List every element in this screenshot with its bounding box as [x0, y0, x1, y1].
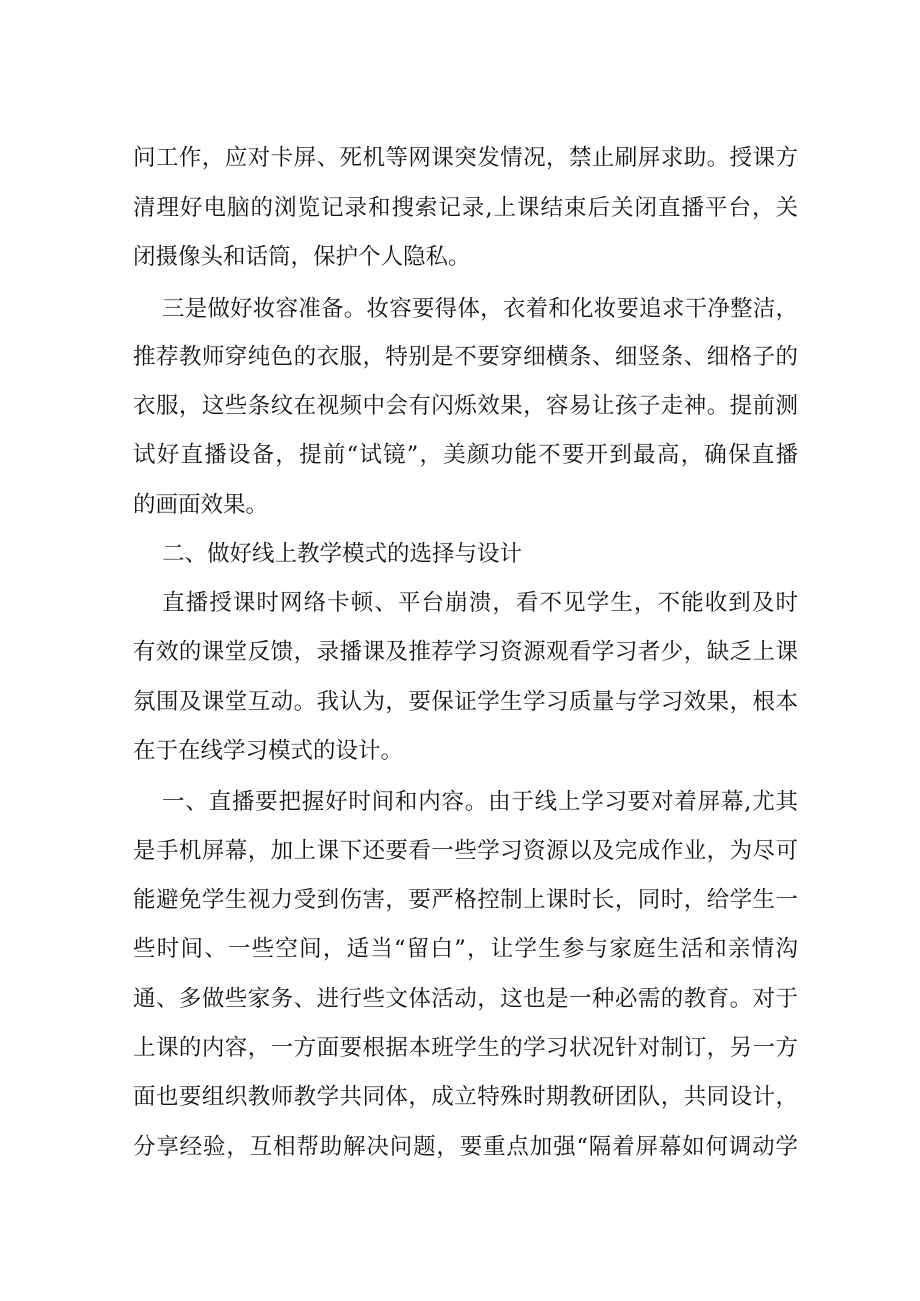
text-line: 试好直播设备，提前“试镜”，美颜功能不要开到最高，确保直播 [133, 442, 798, 468]
paragraph-start-line: 三是做好妆容准备。妆容要得体，衣着和化妆要追求干净整洁， [162, 296, 798, 322]
text-line: 上课的内容，一方面要根据本班学生的学习状况针对制订，另一方 [133, 1035, 798, 1061]
text-line: 衣服，这些条纹在视频中会有闪烁效果，容易让孩子走神。提前测 [133, 393, 798, 419]
text-line: 是手机屏幕，加上课下还要看一些学习资源以及完成作业，为尽可 [133, 838, 798, 864]
paragraph-start-line: 直播授课时网络卡顿、平台崩溃，看不见学生，不能收到及时 [162, 590, 798, 616]
text-line: 面也要组织教师教学共同体，成立特殊时期教研团队，共同设计， [133, 1084, 798, 1110]
text-line: 分享经验，互相帮助解决问题，要重点加强“隔着屏幕如何调动学 [133, 1134, 798, 1160]
section-heading: 二、做好线上教学模式的选择与设计 [162, 541, 523, 567]
text-line: 的画面效果。 [133, 492, 269, 518]
paragraph-start-line: 一、直播要把握好时间和内容。由于线上学习要对着屏幕,尤其 [162, 789, 798, 815]
text-line: 氛围及课堂互动。我认为，要保证学生学习质量与学习效果，根本 [133, 689, 798, 715]
text-line: 推荐教师穿纯色的衣服，特别是不要穿细横条、细竖条、细格子的 [133, 344, 798, 370]
text-line: 有效的课堂反馈，录播课及推荐学习资源观看学习者少，缺乏上课 [133, 639, 798, 665]
text-line: 清理好电脑的浏览记录和搜索记录,上课结束后关闭直播平台，关 [133, 195, 798, 221]
text-line: 通、多做些家务、进行些文体活动，这也是一种必需的教育。对于 [133, 986, 798, 1012]
text-line: 能避免学生视力受到伤害，要严格控制上课时长，同时，给学生一 [133, 887, 798, 913]
text-line: 问工作，应对卡屏、死机等网课突发情况，禁止刷屏求助。授课方 [133, 145, 798, 171]
text-line: 在于在线学习模式的设计。 [133, 738, 404, 764]
text-line: 些时间、一些空间，适当“留白”，让学生参与家庭生活和亲情沟 [133, 936, 798, 962]
text-line: 闭摄像头和话筒，保护个人隐私。 [133, 244, 471, 270]
